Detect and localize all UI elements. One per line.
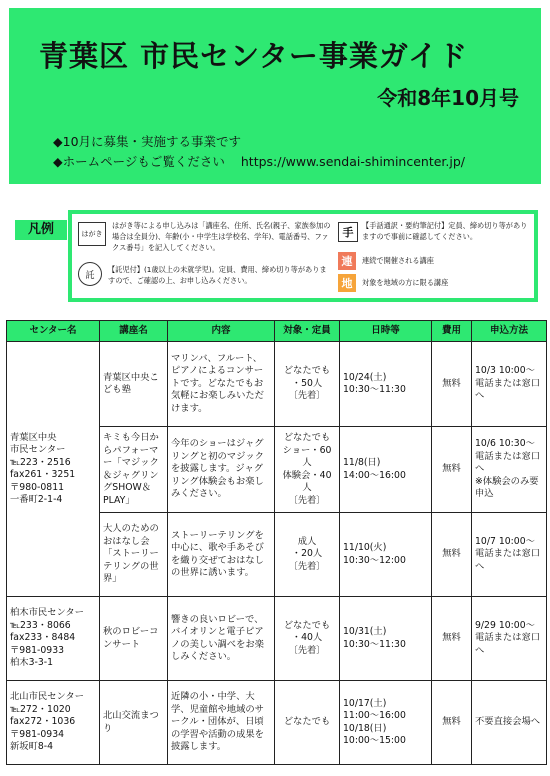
target-capacity: どなたでも ショー・60人 体験会・40人 〔先着〕: [275, 427, 340, 513]
fee: 無料: [432, 513, 472, 597]
course-content: マリンバ、フルート、ピアノによるコンサートです。どなたでもお気軽にお楽しみいただけます。: [168, 342, 275, 427]
col-center: センター名: [7, 321, 100, 342]
date-time: 11/10(火) 10:30～12:00: [340, 513, 432, 597]
sign-language-icon: 手: [338, 222, 358, 242]
apply-method: 10/3 10:00～ 電話または窓口へ: [472, 342, 547, 427]
series-text: 連続で開催される講座: [362, 256, 434, 265]
date-time: 10/24(土) 10:30～11:30: [340, 342, 432, 427]
course-content: 今年のショーはジャグリングと初のマジックを披露します。ジャグリング体験会もお楽しみください。: [168, 427, 275, 513]
fee: 無料: [432, 681, 472, 765]
fee: 無料: [432, 342, 472, 427]
col-fee: 費用: [432, 321, 472, 342]
legend-box: [68, 210, 538, 302]
apply-method: 9/29 10:00～ 電話または窓口へ: [472, 597, 547, 681]
bullet-events: ◆10月に募集・実施する事業です: [53, 134, 242, 149]
local-only-text: 対象を地域の方に限る講座: [362, 278, 449, 287]
postcard-icon: はがき: [78, 222, 106, 246]
events-table: [6, 320, 547, 765]
bullet-homepage: [53, 152, 465, 170]
table-row: [7, 681, 547, 765]
fee: 無料: [432, 597, 472, 681]
homepage-link[interactable]: https://www.sendai-shimincenter.jp/: [240, 154, 466, 169]
page-title: 青葉区 市民センター事業ガイド: [39, 39, 469, 73]
date-time: 10/17(土) 11:00～16:00 10/18(日) 10:00～15:00: [340, 681, 432, 765]
center-name: 青葉区中央 市民センター ℡223・2516 fax261・3251 〒980-0811 一番町2-1-4: [7, 342, 100, 597]
table-row: [7, 597, 547, 681]
center-name: 柏木市民センター ℡233・8066 fax233・8484 〒981-0933 柏木3-3-1: [7, 597, 100, 681]
sign-language-text: 【手話通訳・要約筆記付】定員、締め切り等がありますので事前に確認してください。: [362, 221, 528, 241]
table-header-row: [7, 321, 547, 342]
col-date: 日時等: [340, 321, 432, 342]
center-name: 北山市民センター ℡272・1020 fax272・1036 〒981-0934 新坂町8-4: [7, 681, 100, 765]
course-content: 近隣の小・中学、大学、児童館や地域のサークル・団体が、日頃の学習や活動の成果を披露します。: [168, 681, 275, 765]
apply-method: 10/7 10:00～ 電話または窓口へ: [472, 513, 547, 597]
childcare-icon: 託: [78, 262, 102, 286]
series-icon: 連: [338, 252, 356, 270]
course-content: ストーリーテリングを中心に、歌や手あそびを織り交ぜておはなしの世界に誘います。: [168, 513, 275, 597]
apply-method: 不要直接会場へ: [472, 681, 547, 765]
col-target: 対象・定員: [275, 321, 340, 342]
target-capacity: 成人 ・20人 〔先着〕: [275, 513, 340, 597]
target-capacity: どなたでも: [275, 681, 340, 765]
col-course: 講座名: [100, 321, 168, 342]
childcare-text: 【託児付】(1歳以上の未就学児)。定員、費用、締め切り等がありますので、ご確認の上、お申し込みください。: [108, 265, 327, 285]
target-capacity: どなたでも ・40人 〔先着〕: [275, 597, 340, 681]
date-time: 10/31(土) 10:30～11:30: [340, 597, 432, 681]
course-name: 北山交流まつり: [100, 681, 168, 765]
header-banner: [9, 8, 541, 184]
bullet-homepage-text: ◆ホームページもご覧ください: [53, 154, 225, 169]
course-name: 秋のロビーコンサート: [100, 597, 168, 681]
col-content: 内容: [168, 321, 275, 342]
table-row: [7, 342, 547, 427]
apply-method: 10/6 10:30～ 電話または窓口へ ※体験会のみ要申込: [472, 427, 547, 513]
target-capacity: どなたでも ・50人 〔先着〕: [275, 342, 340, 427]
course-name: 大人のためのおはなし会「ストーリーテリングの世界」: [100, 513, 168, 597]
course-name: キミも今日からパフォーマー「マジック＆ジャグリングSHOW＆PLAY」: [100, 427, 168, 513]
course-name: 青葉区中央こども塾: [100, 342, 168, 427]
legend-tag: 凡例: [15, 220, 67, 240]
col-apply: 申込方法: [472, 321, 547, 342]
course-content: 響きの良いロビーで、バイオリンと電子ピアノの美しい調べをお楽しみください。: [168, 597, 275, 681]
fee: 無料: [432, 427, 472, 513]
issue-subtitle: 令和8年10月号: [377, 86, 519, 110]
date-time: 11/8(日) 14:00～16:00: [340, 427, 432, 513]
postcard-text: はがき等による申し込みは「講座名、住所、氏名(親子、家族参加の場合は全員分)、年齢(小・中学生は学校名、学年)、電話番号、ファクス番号」を記入してください。: [112, 221, 331, 252]
local-only-icon: 地: [338, 274, 356, 292]
